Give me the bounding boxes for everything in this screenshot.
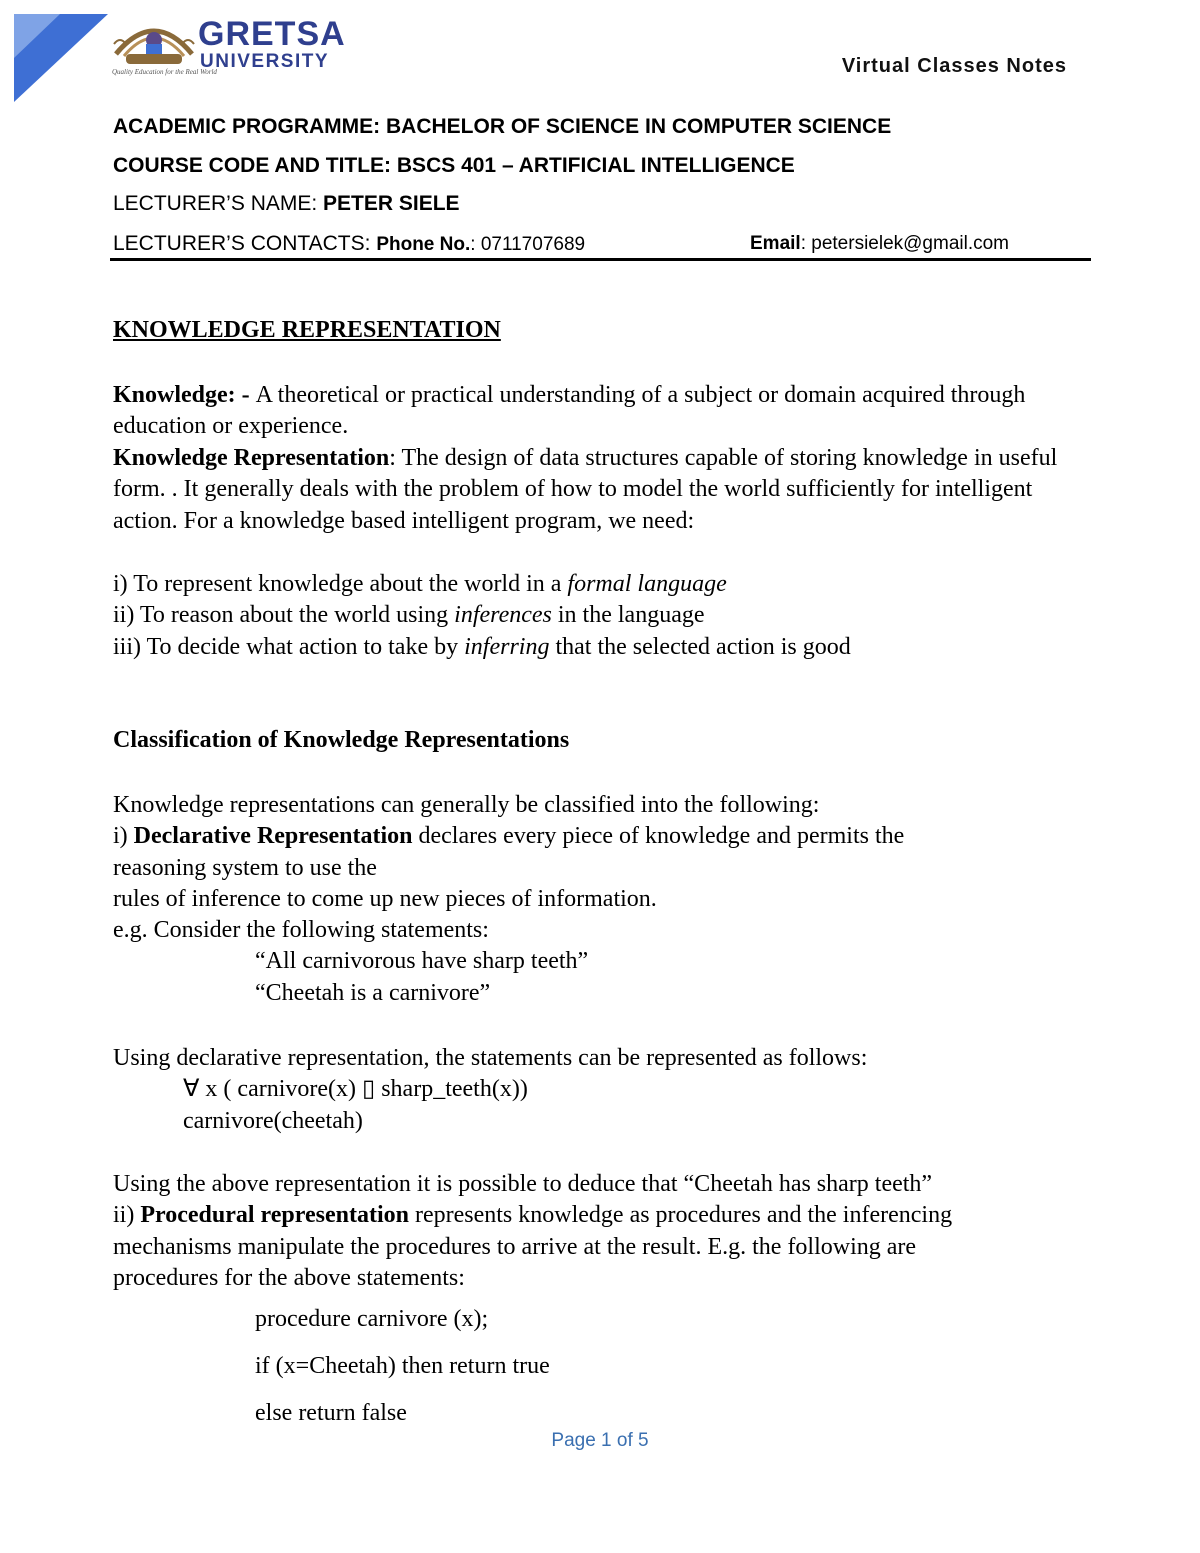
corner-decoration [0, 0, 112, 104]
logo-name: GRETSA [198, 15, 346, 53]
list-item: iii) To decide what action to take by inferring that the selected action is good [113, 633, 851, 660]
procedural-term: Procedural representation [140, 1202, 409, 1229]
logo-subtitle: UNIVERSITY [200, 51, 330, 72]
deduction: Using the above representation it is possible to deduce that “Cheetah has sharp teeth” [113, 1171, 933, 1197]
logo-motto: Quality Education for the Real World [112, 68, 217, 76]
classification-intro: Knowledge representations can generally be classified into the following: [113, 792, 820, 818]
definitions-block [113, 380, 1083, 443]
programme-value: BACHELOR OF SCIENCE IN COMPUTER SCIENCE [386, 115, 892, 138]
page-title: KNOWLEDGE REPRESENTATION [113, 317, 501, 343]
procedural-block: Using the above representation it is possible to deduce that “Cheetah has sharp teeth” ii) Procedural representation represents knowledge as procedures and the inferencing mechanisms manipulate the procedures to arrive at the result. E.g. the following are procedures for the above statements: [113, 1169, 1083, 1294]
document-type: Virtual Classes Notes [841, 55, 1067, 77]
email-line: Email: petersielek@gmail.com [750, 233, 1010, 254]
knowledge-term: Knowledge: - [113, 382, 256, 408]
page-number: Page 1 of 5 [551, 1430, 649, 1451]
lecturer-line: LECTURER’S NAME: PETER SIELE [113, 192, 460, 215]
phone-value: : 0711707689 [470, 234, 586, 255]
list-item: i) To represent knowledge about the world in a formal language [113, 571, 727, 597]
header-rule [110, 258, 1091, 261]
needs-list [113, 569, 1083, 663]
kr-definition-block [113, 443, 1083, 537]
code-line: else return false [255, 1400, 407, 1426]
kr-definition: : The design of data structures capable of storing knowledge in useful form. . It generally deals with the problem of how to model the world sufficiently for intelligent action. For a knowledge based intelligent program, we need: [113, 445, 1058, 534]
contacts-line: LECTURER’S CONTACTS: Phone No.: 0711707689 [113, 232, 586, 255]
classification-block: Knowledge representations can generally be classified into the following: i) Declarative Representation declares every piece of knowledge and permits the reasoning system to use the rules of inference to come up new pieces of information. e.g. Consider the following statements: “All carnivorous have sharp teeth” “Cheetah is a carnivore” [113, 790, 1083, 1009]
code-line: if (x=Cheetah) then return true [255, 1353, 550, 1379]
course-value: BSCS 401 – ARTIFICIAL INTELLIGENCE [396, 154, 795, 177]
university-logo [112, 14, 372, 76]
list-item: ii) To reason about the world using inferences in the language [113, 602, 705, 629]
formula: carnivore(cheetah) [183, 1107, 363, 1134]
section-heading: Classification of Knowledge Representations [113, 727, 570, 753]
formula: ∀ x ( carnivore(x) ▯ sharp_teeth(x)) [183, 1076, 528, 1103]
knowledge-definition: A theoretical or practical understanding of a subject or domain acquired through education or experience. [113, 382, 1026, 440]
declarative-term: Declarative Representation [133, 823, 413, 850]
kr-term: Knowledge Representation [113, 445, 390, 471]
crest-icon [112, 14, 196, 68]
programme-line: ACADEMIC PROGRAMME: BACHELOR OF SCIENCE IN COMPUTER SCIENCE [113, 115, 892, 138]
procedure-code [113, 1296, 1083, 1437]
lecturer-value: PETER SIELE [323, 192, 460, 215]
statement: “All carnivorous have sharp teeth” [255, 948, 589, 975]
declarative-example: Using declarative representation, the statements can be represented as follows: ∀ x ( carnivore(x) ▯ sharp_teeth(x)) carnivore(cheetah) [113, 1043, 1083, 1137]
email-value: : petersielek@gmail.com [800, 233, 1010, 254]
course-line: COURSE CODE AND TITLE: BSCS 401 – ARTIFICIAL INTELLIGENCE [113, 154, 795, 177]
statement: “Cheetah is a carnivore” [255, 979, 491, 1006]
code-line: procedure carnivore (x); [255, 1306, 489, 1332]
